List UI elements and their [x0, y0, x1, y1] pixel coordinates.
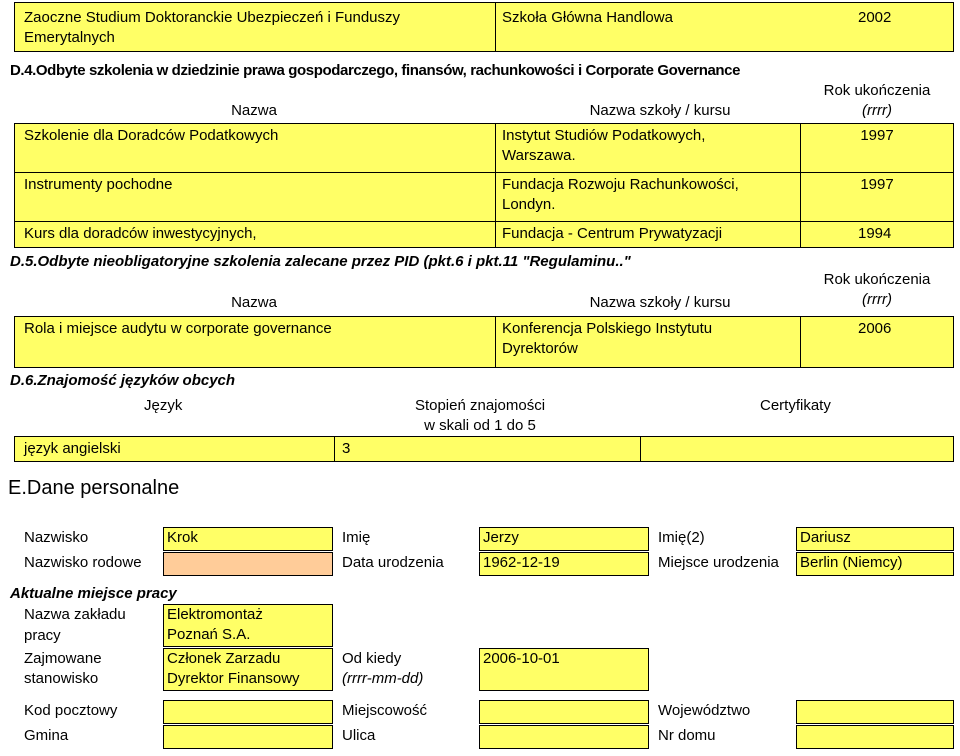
- workplace-value-line-2: Poznań S.A.: [167, 626, 251, 643]
- surname-label: Nazwisko: [24, 529, 89, 546]
- divider: [800, 316, 801, 368]
- top-row-year: 2002: [858, 9, 892, 26]
- d5-header-year-format: (rrrr): [862, 291, 892, 308]
- top-row-name: Zaoczne Studium Doktoranckie Ubezpieczeń i Funduszy Emerytalnych: [24, 9, 401, 46]
- d4-row-2-school: Fundacja Rozwoju Rachunkowości, Londyn.: [502, 176, 739, 213]
- city-label: Miejscowość: [342, 702, 428, 719]
- d6-header-level: Stopień znajomości: [414, 397, 546, 414]
- d5-header-year: Rok ukończenia: [823, 271, 931, 284]
- postal-code-label: Kod pocztowy: [24, 702, 118, 719]
- d6-table: [14, 436, 954, 462]
- since-hint: (rrrr-mm-dd): [342, 670, 424, 687]
- birth-date-value: 1962-12-19: [483, 554, 560, 571]
- d4-row-2-year: 1997: [860, 176, 894, 193]
- d5-row-year: 2006: [858, 320, 892, 337]
- section-e-title: E.Dane personalne: [8, 477, 180, 499]
- d6-header-certificates: Certyfikaty: [760, 397, 831, 414]
- position-value-line-1: Członek Zarzadu: [167, 650, 281, 667]
- d4-header-year-format: (rrrr): [862, 102, 892, 119]
- birth-date-label: Data urodzenia: [342, 554, 444, 571]
- d5-row-name: Rola i miejsce audytu w corporate governance: [24, 320, 332, 337]
- city-field[interactable]: [479, 700, 649, 724]
- divider: [495, 316, 496, 368]
- d4-row-3-year: 1994: [858, 225, 892, 242]
- birth-surname-label: Nazwisko rodowe: [24, 554, 142, 571]
- postal-code-field[interactable]: [163, 700, 333, 724]
- d4-header-school: Nazwa szkoły / kursu: [589, 102, 731, 119]
- divider: [334, 436, 335, 462]
- d4-row-1-year: 1997: [860, 127, 894, 144]
- position-label-line-2: stanowisko: [24, 670, 99, 687]
- house-number-field[interactable]: [796, 725, 954, 749]
- since-label: Od kiedy: [342, 650, 402, 667]
- d4-row-1-name: Szkolenie dla Doradców Podatkowych: [24, 127, 279, 144]
- province-field[interactable]: [796, 700, 954, 724]
- commune-label: Gmina: [24, 727, 69, 744]
- birth-place-value: Berlin (Niemcy): [800, 554, 903, 571]
- commune-field[interactable]: [163, 725, 333, 749]
- second-name-label: Imię(2): [658, 529, 705, 546]
- since-value: 2006-10-01: [483, 650, 560, 667]
- birth-place-label: Miejsce urodzenia: [658, 554, 779, 571]
- workplace-label-line-2: pracy: [24, 627, 61, 644]
- d5-row-school: Konferencja Polskiego Instytutu Dyrektorów: [502, 320, 713, 357]
- d5-header-school: Nazwa szkoły / kursu: [589, 294, 731, 311]
- divider: [14, 221, 954, 222]
- street-field[interactable]: [479, 725, 649, 749]
- workplace-label-line-1: Nazwa zakładu: [24, 606, 126, 623]
- first-name-label: Imię: [342, 529, 371, 546]
- d4-row-2-name: Instrumenty pochodne: [24, 176, 173, 193]
- birth-surname-field[interactable]: [163, 552, 333, 576]
- divider: [640, 436, 641, 462]
- section-d4-title: D.4.Odbyte szkolenia w dziedzinie prawa gospodarczego, finansów, rachunkowości i Corporate Governance: [10, 62, 741, 79]
- d6-header-language: Język: [144, 397, 183, 414]
- d4-row-1-school: Instytut Studiów Podatkowych, Warszawa.: [502, 127, 706, 164]
- d5-header-name: Nazwa: [231, 294, 277, 311]
- second-name-value: Dariusz: [800, 529, 851, 546]
- position-label-line-1: Zajmowane: [24, 650, 102, 667]
- section-d5-title: D.5.Odbyte nieobligatoryjne szkolenia zalecane przez PID (pkt.6 i pkt.11 "Regulaminu..": [10, 253, 631, 270]
- province-label: Województwo: [658, 702, 751, 719]
- section-d6-title: D.6.Znajomość języków obcych: [10, 372, 236, 389]
- first-name-value: Jerzy: [483, 529, 519, 546]
- divider: [495, 123, 496, 248]
- workplace-title: Aktualne miejsce pracy: [10, 585, 177, 602]
- street-label: Ulica: [342, 727, 376, 744]
- d6-header-level-scale: w skali od 1 do 5: [424, 417, 536, 434]
- d4-row-3-school: Fundacja - Centrum Prywatyzacji: [502, 225, 723, 242]
- house-number-label: Nr domu: [658, 727, 716, 744]
- d4-row-3-name: Kurs dla doradców inwestycyjnych,: [24, 225, 257, 242]
- d6-row-language: język angielski: [24, 440, 121, 457]
- workplace-value-line-1: Elektromontaż: [167, 606, 263, 623]
- d6-row-level: 3: [342, 440, 351, 457]
- divider: [495, 2, 496, 52]
- divider: [14, 172, 954, 173]
- d4-header-name: Nazwa: [231, 102, 277, 119]
- surname-value: Krok: [167, 529, 198, 546]
- top-row-school: Szkoła Główna Handlowa: [502, 9, 673, 26]
- d4-header-year: Rok ukończenia: [823, 82, 931, 99]
- position-value-line-2: Dyrektor Finansowy: [167, 670, 300, 687]
